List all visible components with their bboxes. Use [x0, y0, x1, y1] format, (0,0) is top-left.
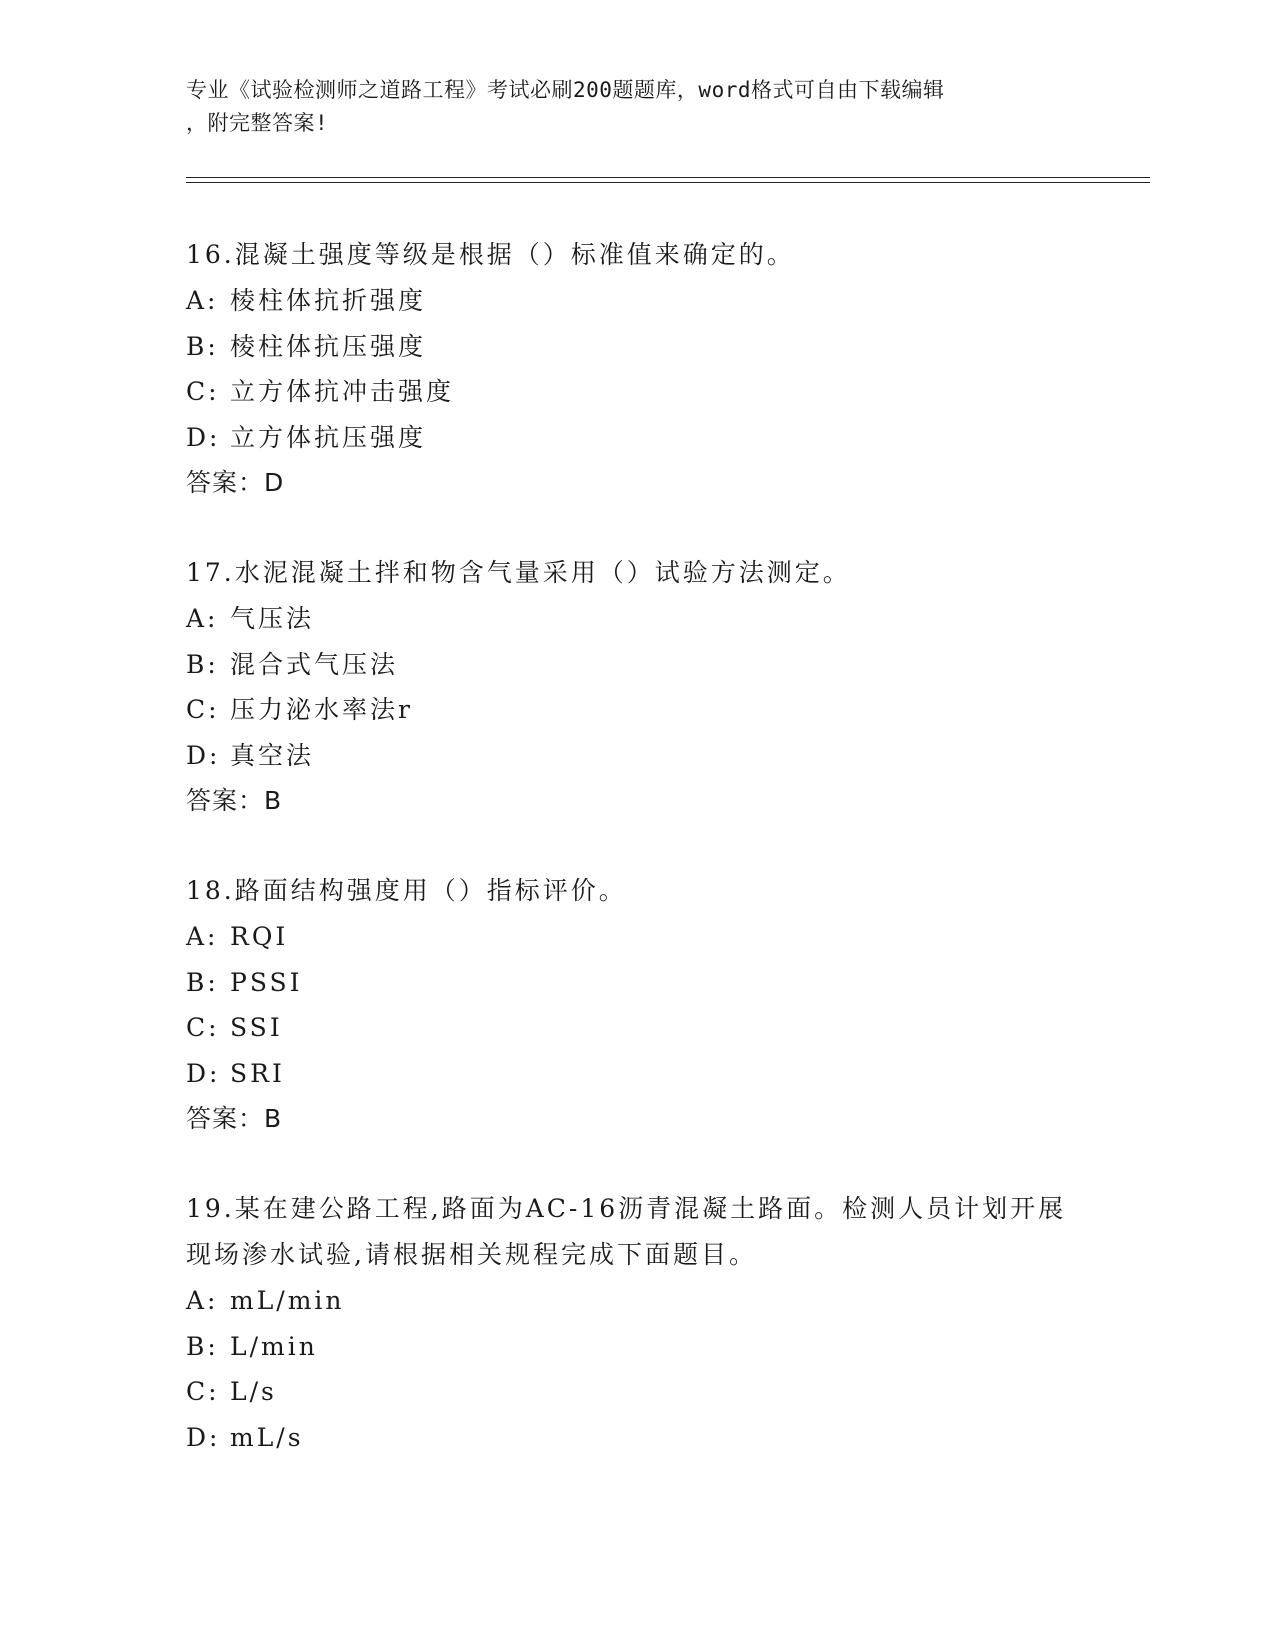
option-text: SRI	[230, 1058, 285, 1088]
answer-line: 答案：D	[186, 468, 285, 497]
option-letter: B:	[186, 331, 219, 361]
option-letter: C:	[186, 377, 220, 406]
option-text: L/s	[230, 1377, 277, 1406]
option-text: PSSI	[230, 967, 303, 997]
question-stem: 17.水泥混凝土拌和物含气量采用（）试验方法测定。	[186, 558, 851, 587]
option-text: 立方体抗冲击强度	[230, 377, 455, 406]
option-letter: A:	[186, 1286, 219, 1315]
option-text: 立方体抗压强度	[230, 422, 427, 452]
option-a	[186, 914, 1086, 960]
question-17	[186, 550, 1086, 824]
option-letter: C:	[186, 1013, 220, 1042]
option-d	[186, 1415, 1086, 1461]
option-text: mL/min	[230, 1286, 345, 1315]
answer-line: 答案：B	[186, 1104, 283, 1133]
option-c	[186, 369, 1086, 415]
question-list	[186, 232, 1086, 1504]
option-letter: D:	[186, 740, 221, 770]
question-19	[186, 1186, 1086, 1460]
answer-line: 答案：B	[186, 786, 283, 815]
option-b	[186, 642, 1086, 688]
option-letter: B:	[186, 1331, 219, 1361]
header-divider-top	[186, 177, 1150, 178]
option-d	[186, 733, 1086, 779]
option-text: 混合式气压法	[230, 649, 399, 679]
option-text: 棱柱体抗压强度	[230, 331, 427, 361]
question-16	[186, 232, 1086, 506]
option-c	[186, 1369, 1086, 1415]
option-d	[186, 415, 1086, 461]
option-a	[186, 1278, 1086, 1324]
option-letter: A:	[186, 604, 219, 633]
option-a	[186, 596, 1086, 642]
option-b	[186, 1324, 1086, 1370]
option-text: SSI	[230, 1013, 283, 1042]
option-text: 压力泌水率法r	[230, 695, 413, 724]
question-stem: 18.路面结构强度用（）指标评价。	[186, 876, 627, 905]
option-letter: C:	[186, 695, 220, 724]
option-a	[186, 278, 1086, 324]
question-stem: 19.某在建公路工程,路面为AC-16沥青混凝土路面。检测人员计划开展现场渗水试验,请根据相关规程完成下面题目。	[186, 1194, 1067, 1269]
option-letter: B:	[186, 649, 219, 679]
option-d	[186, 1051, 1086, 1097]
option-letter: A:	[186, 286, 219, 315]
option-c	[186, 1005, 1086, 1051]
option-text: 气压法	[230, 604, 315, 633]
option-letter: D:	[186, 422, 221, 452]
option-letter: D:	[186, 1422, 221, 1452]
option-text: RQI	[230, 922, 289, 951]
option-letter: C:	[186, 1377, 220, 1406]
option-text: 棱柱体抗折强度	[230, 286, 427, 315]
header-title-line-1: 专业《试验检测师之道路工程》考试必刷200题题库，word格式可自由下载编辑	[186, 78, 945, 102]
option-c	[186, 687, 1086, 733]
option-letter: D:	[186, 1058, 221, 1088]
option-text: 真空法	[230, 740, 315, 770]
question-stem: 16.混凝土强度等级是根据（）标准值来确定的。	[186, 240, 795, 269]
option-b	[186, 324, 1086, 370]
option-letter: B:	[186, 967, 219, 997]
header-title-line-2: ，附完整答案!	[186, 111, 329, 135]
option-b	[186, 960, 1086, 1006]
header-divider-bottom	[186, 182, 1150, 183]
option-letter: A:	[186, 922, 219, 951]
document-header	[186, 74, 1066, 140]
question-18	[186, 868, 1086, 1142]
option-text: mL/s	[230, 1422, 304, 1452]
option-text: L/min	[230, 1331, 318, 1361]
